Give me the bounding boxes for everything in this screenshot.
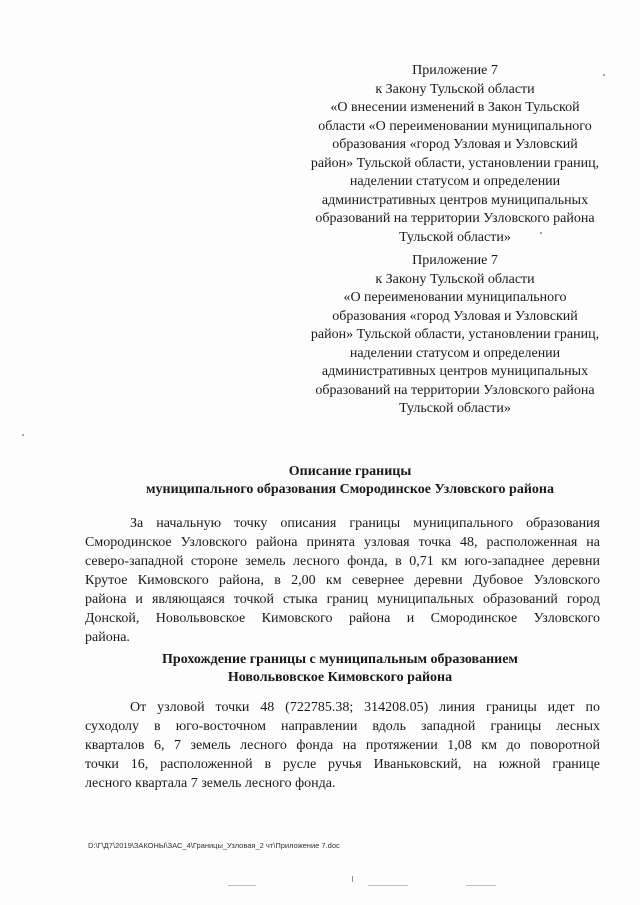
appendix-line: образования «город Узловая и Узловский (332, 137, 578, 152)
paragraph-boundary-route (85, 698, 600, 793)
paragraph-line: северо-западной стороне земель лесного фонда, в 0,71 км юго-западнее деревни (85, 554, 600, 569)
appendix-header-amended (290, 62, 620, 247)
scan-speck (603, 74, 605, 76)
appendix-line: «О переименовании муниципального (343, 290, 567, 305)
paragraph-line: Донской, Новольвовское Кимовского района и Смородинское Узловского (85, 611, 600, 626)
paragraph-line: суходолу в юго-восточном направлении вдоль западной границы лесных (85, 719, 600, 734)
appendix-line: к Закону Тульской области (375, 271, 535, 287)
appendix-line: Приложение 7 (412, 63, 498, 78)
title-line: муниципального образования Смородинское Узловского района (146, 482, 554, 497)
paragraph-line: Крутое Кимовского района, в 2,00 км севернее деревни Дубовое Узловского (85, 573, 600, 588)
scan-speck (22, 434, 24, 436)
appendix-line: образований на территории Узловского района (315, 382, 595, 398)
paragraph-line: От узловой точки 48 (722785.38; 314208.05) линия границы идет по (130, 700, 600, 715)
paragraph-line: Смородинское Узловского района принята узловая точка 48, расположенная на (85, 535, 600, 550)
scan-line (228, 885, 256, 886)
appendix-line: район» Тульской области, установлении границ, (310, 155, 600, 171)
appendix-line: Тульской области» (399, 229, 511, 245)
file-path-footer: D:\Г\Д7\2019\ЗАКОНЫ\ЗАС_4\Границы_Узловая_2 чт\Приложение 7.doc (88, 841, 340, 850)
paragraph-line: кварталов 6, 7 земель лесного фонда на протяжении 1,08 км до поворотной (85, 738, 600, 753)
appendix-line: образования «город Узловая и Узловский (332, 308, 578, 324)
appendix-line: Приложение 7 (412, 253, 498, 268)
document-title (80, 463, 620, 499)
appendix-line: наделении статусом и определении (349, 174, 561, 189)
heading-line: Новольвовское Кимовского района (227, 670, 453, 685)
appendix-line: Тульской области» (399, 401, 511, 416)
appendix-line: административных центров муниципальных (321, 364, 589, 379)
appendix-line: «О внесении изменений в Закон Тульской (330, 100, 580, 115)
appendix-line: район» Тульской области, установлении границ, (310, 327, 600, 342)
scan-line (466, 885, 496, 886)
paragraph-line: района. (85, 630, 130, 645)
appendix-header-original (300, 252, 610, 419)
scan-speck (352, 876, 353, 882)
scan-speck (540, 232, 542, 234)
paragraph-line: точки 16, расположенной в русле ручья Иваньковский, на южной границе (85, 757, 600, 772)
appendix-line: к Закону Тульской области (375, 81, 535, 97)
paragraph-line: За начальную точку описания границы муниципального образования (130, 516, 600, 531)
paragraph-line: лесного квартала 7 земель лесного фонда. (85, 776, 336, 791)
title-line: Описание границы (288, 464, 412, 479)
heading-line: Прохождение границы с муниципальным образованием (162, 652, 518, 667)
section-heading (70, 651, 610, 687)
paragraph-starting-point (85, 514, 600, 647)
appendix-line: наделении статусом и определении (349, 345, 561, 361)
paragraph-line: района и являющаяся точкой стыка границ муниципальных образований город (85, 592, 600, 607)
appendix-line: административных центров муниципальных (321, 192, 589, 208)
appendix-line: области «О переименовании муниципального (318, 118, 592, 134)
appendix-line: образований на территории Узловского района (315, 211, 595, 226)
scan-line (368, 885, 408, 886)
